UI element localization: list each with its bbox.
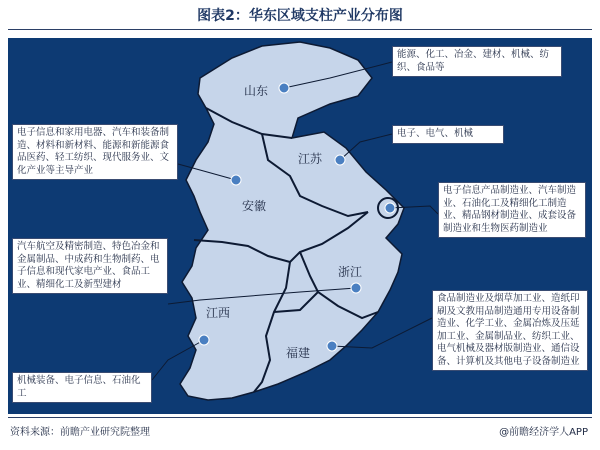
callout-shanghai-industries: 电子信息产品制造业、汽车制造业、石油化工及精细化工制造业、精品钢材制造业、成套设备制造业和生物医药制造业 (438, 182, 586, 238)
page-title: 图表2：华东区域支柱产业分布图 (197, 8, 403, 24)
dot-shandong (279, 83, 289, 93)
callout-jiangxi-industries: 机械装备、电子信息、石油化工 (12, 372, 152, 403)
title-divider (8, 29, 592, 30)
dot-fujian (327, 341, 337, 351)
callout-jiangsu-industries: 电子、电气、机械 (392, 125, 504, 144)
dot-jiangxi (199, 335, 209, 345)
province-label-fujian: 福建 (286, 346, 311, 360)
dot-anhui (231, 175, 241, 185)
callout-shandong-industries: 能源、化工、冶金、建材、机械、纺织、食品等 (392, 46, 562, 77)
dot-jiangsu (335, 155, 345, 165)
footer-divider (8, 417, 592, 418)
brand-credit: @前瞻经济学人APP (499, 427, 588, 438)
callout-fujian-industries: 食品制造业及烟草加工业、造纸印刷及文教用品制造通用专用设备制造业、化学工业、金属冶炼及压延加工业、金属制品业、纺织工业、电气机械及器材版制造业、通信设备、计算机及其他电子设备制造业 (432, 290, 588, 371)
dot-shanghai (385, 203, 395, 213)
province-label-shandong: 山东 (244, 84, 269, 98)
province-label-anhui: 安徽 (242, 199, 267, 213)
source-note: 资料来源：前瞻产业研究院整理 (10, 427, 150, 438)
province-label-zhejiang: 浙江 (338, 265, 363, 279)
province-label-jiangsu: 江苏 (298, 152, 323, 166)
callout-anhui-industries: 电子信息和家用电器、汽车和装备制造、材料和新材料、能源和新能源食品医药、轻工纺织、现代服务业、文化产业等主导产业 (12, 124, 178, 180)
dot-zhejiang (351, 283, 361, 293)
province-label-jiangxi: 江西 (206, 306, 231, 320)
callout-zhejiang-industries: 汽车航空及精密制造、特色冶金和金属制品、中成药和生物制药、电子信息和现代家电产业、食品工业、精细化工及新型建材 (12, 238, 168, 294)
